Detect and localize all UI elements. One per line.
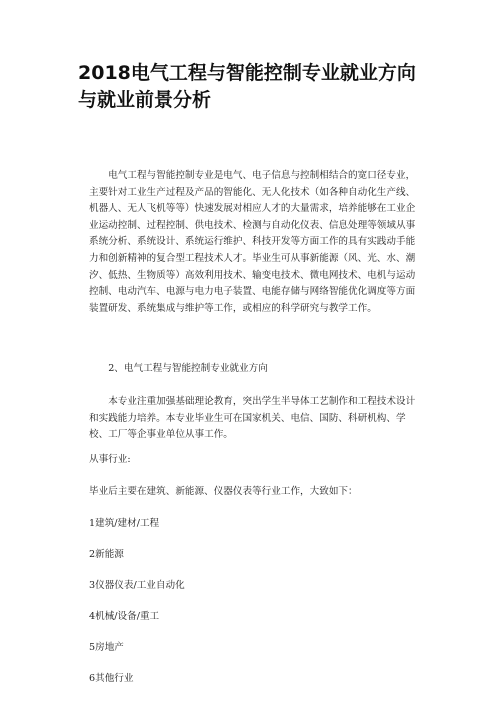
- industry-item-4: 4机械/设备/重工: [89, 611, 160, 622]
- section-2-body: 本专业注重加强基础理论教育，突出学生半导体工艺制作和工程技术设计和实践能力培养。本专业毕业生可在国家机关、电信、国防、科研机构、学校、工厂等企事业单位从事工作。: [89, 396, 416, 441]
- industry-item-1: 1建筑/建材/工程: [89, 518, 160, 529]
- industry-item-6: 6其他行业: [89, 673, 134, 684]
- industry-heading: 从事行业:: [89, 454, 131, 465]
- industry-item-2: 2新能源: [89, 549, 124, 560]
- intro-paragraph: 电气工程与智能控制专业是电气、电子信息与控制相结合的宽口径专业，主要针对工业生产过程及产品的智能化、无人化技术（如各种自动化生产线、机器人、无人飞机等等）快速发展对相应人才的大量需求，培养能够在工业企业运动控制、过程控制、供电技术、检测与自动化仪表、信息处理等领域从事系统分析、系统设计、系统运行维护、科技开发等方面工作的具有实践动手能力和创新精神的复合型工程技术人才。毕业生可从事新能源（风、光、水、潮汐、低热、生物质等）高效利用技术、输变电技术、微电网技术、电机与运动控制、电动汽车、电源与电力电子装置、电能存储与网络智能优化调度等方面装置研发、系统集成与维护等工作，或相应的科学研究与教学工作。: [89, 170, 416, 314]
- document-title: 2018电气工程与智能控制专业就业方向与就业前景分析: [78, 62, 416, 111]
- industry-intro: 毕业后主要在建筑、新能源、仪器仪表等行业工作，大致如下：: [89, 486, 358, 497]
- section-2-heading: 2、电气工程与智能控制专业就业方向: [108, 363, 268, 374]
- industry-item-3: 3仪器仪表/工业自动化: [89, 580, 185, 591]
- industry-item-5: 5房地产: [89, 642, 124, 653]
